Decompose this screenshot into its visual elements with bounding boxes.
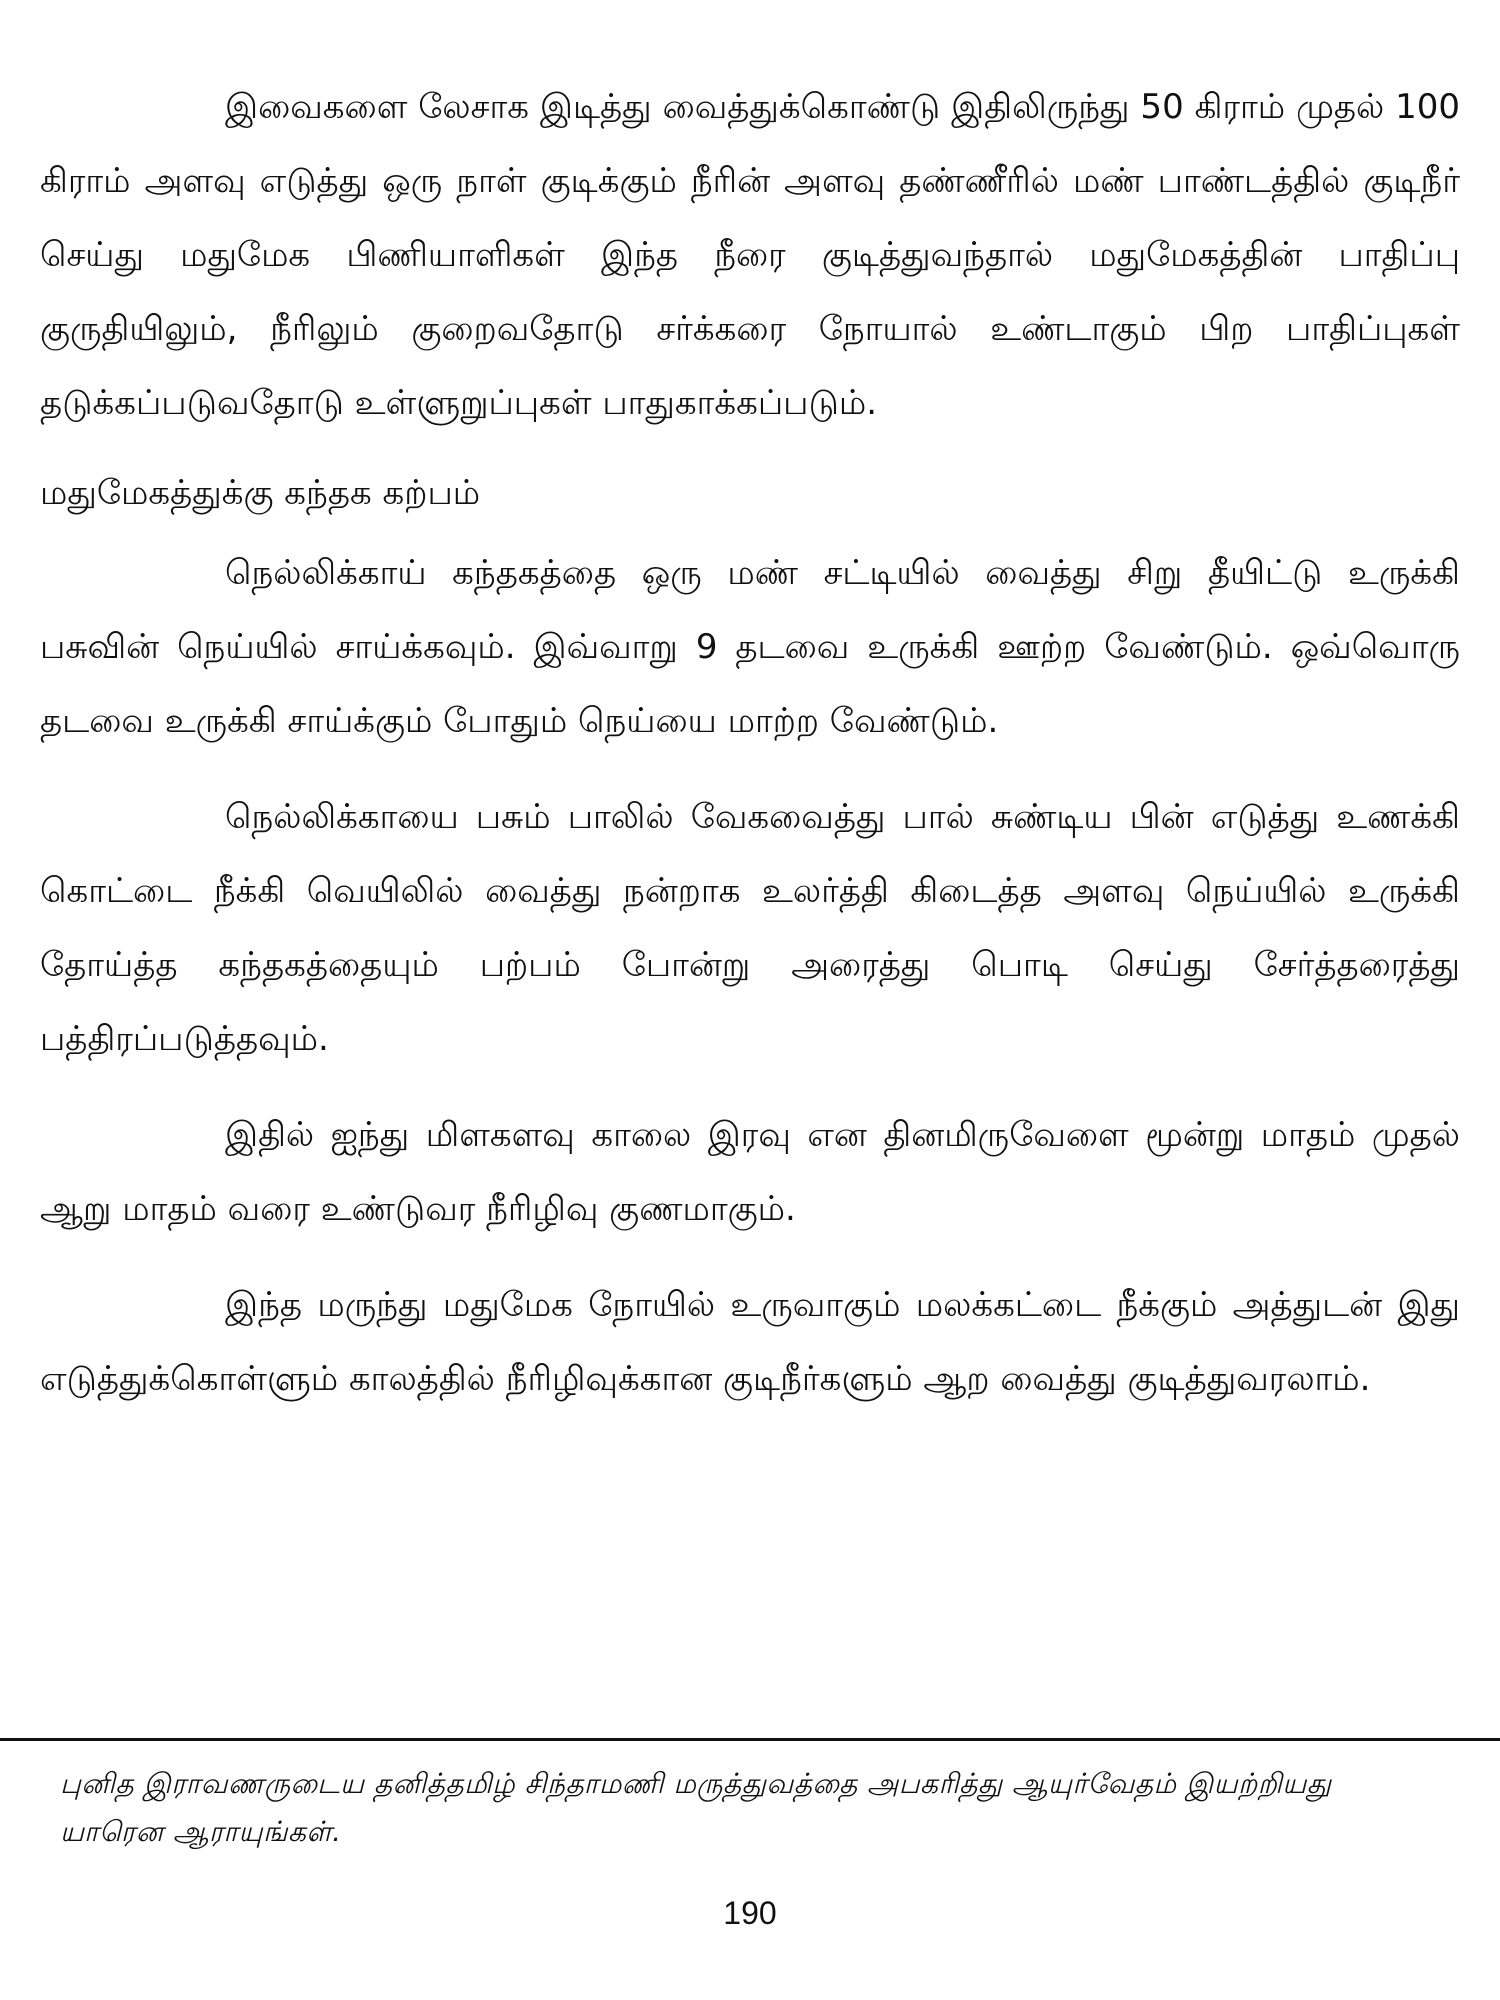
paragraph-1: இவைகளை லேசாக இடித்து வைத்துக்கொண்டு இதிலிருந்து 50 கிராம் முதல் 100 கிராம் அளவு எடுத்து ஒரு நாள் குடிக்கும் நீரின் அளவு தண்ணீரில் மண் பாண்டத்தில் குடிநீர் செய்து மதுமேக பிணியாளிகள் இந்த நீரை குடித்துவந்தால் மதுமேகத்தின் பாதிப்பு குருதியிலும், நீரிலும் குறைவதோடு சர்க்கரை நோயால் உண்டாகும் பிற பாதிப்புகள் தடுக்கப்படுவதோடு உள்ளுறுப்புகள் பாதுகாக்கப்படும். xyxy=(40,87,1460,423)
page-number: 190 xyxy=(723,1895,777,1931)
paragraph-4: இதில் ஐந்து மிளகளவு காலை இரவு என தினமிருவேளை மூன்று மாதம் முதல் ஆறு மாதம் வரை உண்டுவர நீரிழிவு குணமாகும். xyxy=(40,1115,1460,1229)
main-text xyxy=(40,70,1460,1416)
paragraph-3: நெல்லிக்காயை பசும் பாலில் வேகவைத்து பால் சுண்டிய பின் எடுத்து உணக்கி கொட்டை நீக்கி வெயிலில் வைத்து நன்றாக உலர்த்தி கிடைத்த அளவு நெய்யில் உருக்கி தோய்த்த கந்தகத்தையும் பற்பம் போன்று அரைத்து பொடி செய்து சேர்த்தரைத்து பத்திரப்படுத்தவும். xyxy=(40,797,1460,1059)
footnote-divider xyxy=(0,1738,1500,1741)
section-heading: மதுமேகத்துக்கு கந்தக கற்பம் xyxy=(40,473,481,513)
footnote: புனித இராவணருடைய தனித்தமிழ் சிந்தாமணி மருத்துவத்தை அபகரித்து ஆயுர்வேதம் இயற்றியது யாரென ஆராயுங்கள். xyxy=(60,1767,1332,1848)
paragraph-2: நெல்லிக்காய் கந்தகத்தை ஒரு மண் சட்டியில் வைத்து சிறு தீயிட்டு உருக்கி பசுவின் நெய்யில் சாய்க்கவும். இவ்வாறு 9 தடவை உருக்கி ஊற்ற வேண்டும். ஒவ்வொரு தடவை உருக்கி சாய்க்கும் போதும் நெய்யை மாற்ற வேண்டும். xyxy=(40,553,1460,741)
paragraph-5: இந்த மருந்து மதுமேக நோயில் உருவாகும் மலக்கட்டை நீக்கும் அத்துடன் இது எடுத்துக்கொள்ளும் காலத்தில் நீரிழிவுக்கான குடிநீர்களும் ஆற வைத்து குடித்துவரலாம். xyxy=(40,1285,1460,1399)
